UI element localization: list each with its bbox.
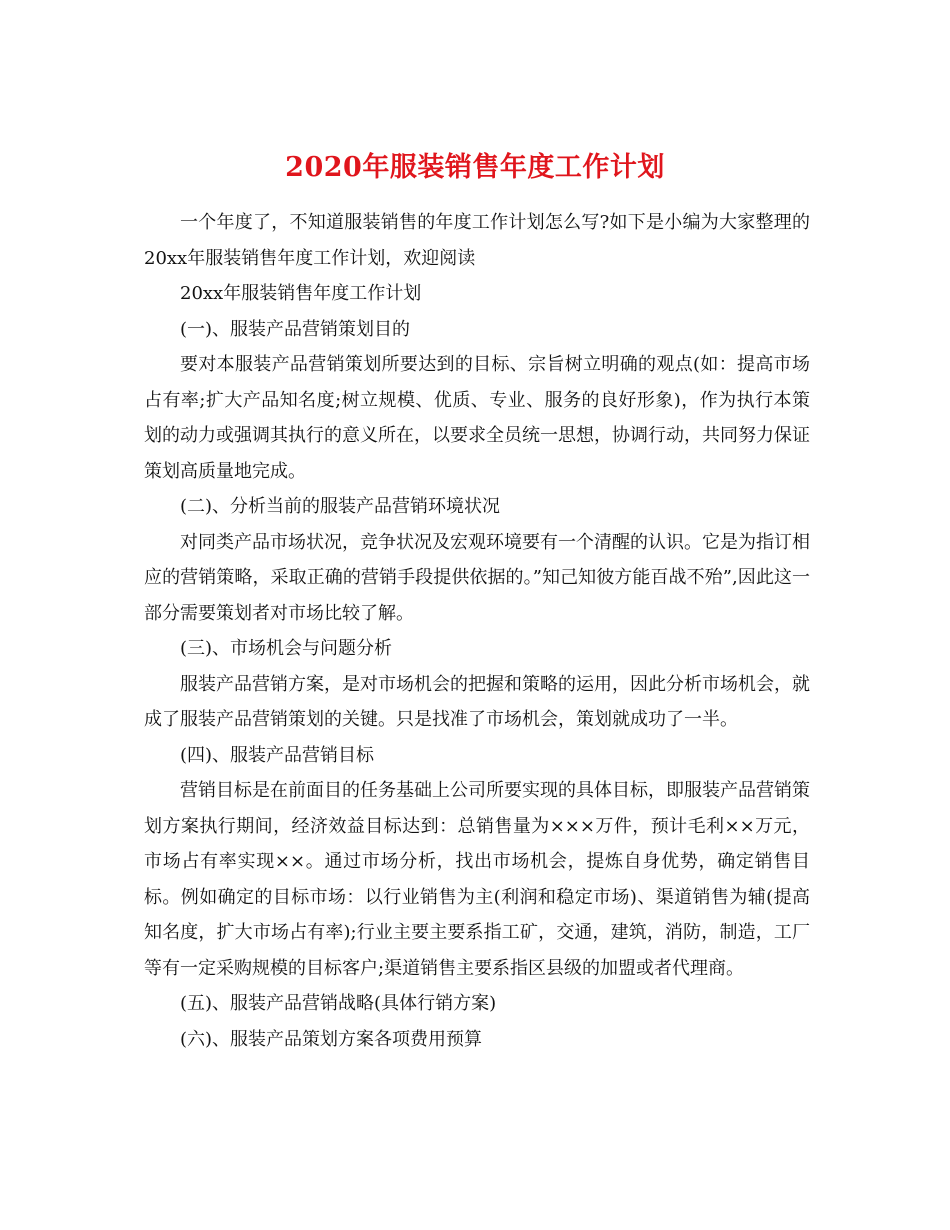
subtitle-line: 20xx年服装销售年度工作计划 bbox=[180, 283, 422, 304]
intro-paragraph: 一个年度了，不知道服装销售的年度工作计划怎么写?如下是小编为大家整理的20xx年服装销售年度工作计划，欢迎阅读 bbox=[144, 212, 810, 269]
section-heading-6: (六)、服装产品策划方案各项费用预算 bbox=[180, 1028, 483, 1050]
section-heading-1: (一)、服装产品营销策划目的 bbox=[180, 318, 411, 340]
section-heading-3: (三)、市场机会与问题分析 bbox=[180, 638, 393, 659]
section-heading-2: (二)、分析当前的服装产品营销环境状况 bbox=[180, 496, 501, 517]
section-body-3: 服装产品营销方案，是对市场机会的把握和策略的运用，因此分析市场机会，就成了服装产品营销策划的关键。只是找准了市场机会，策划就成功了一半。 bbox=[144, 673, 810, 730]
document-title: 2020年服装销售年度工作计划 bbox=[285, 152, 665, 184]
section-body-4: 营销目标是在前面目的任务基础上公司所要实现的具体目标，即服装产品营销策划方案执行期间，经济效益目标达到：总销售量为×××万件，预计毛利××万元，市场占有率实现××。通过市场分析，找出市场机会，提炼自身优势，确定销售目标。例如确定的目标市场：以行业销售为主(利润和稳定市场)、渠道销售为辅(提高知名度，扩大市场占有率);行业主要主要系指工矿，交通，建筑，消防，制造，工厂等有一定采购规模的目标客户;渠道销售主要系指区县级的加盟或者代理商。 bbox=[144, 780, 810, 979]
section-heading-4: (四)、服装产品营销目标 bbox=[180, 744, 375, 766]
document-body bbox=[144, 205, 810, 1057]
section-body-2: 对同类产品市场状况，竞争状况及宏观环境要有一个清醒的认识。它是为指订相应的营销策略，采取正确的营销手段提供依据的。”知己知彼方能百战不殆”,因此这一部分需要策划者对市场比较了解。 bbox=[144, 531, 810, 624]
section-body-1: 要对本服装产品营销策划所要达到的目标、宗旨树立明确的观点(如：提高市场占有率;扩大产品知名度;树立规模、优质、专业、服务的良好形象)，作为执行本策划的动力或强调其执行的意义所在，以要求全员统一思想，协调行动，共同努力保证策划高质量地完成。 bbox=[144, 354, 810, 482]
section-heading-5: (五)、服装产品营销战略(具体行销方案) bbox=[180, 993, 497, 1014]
